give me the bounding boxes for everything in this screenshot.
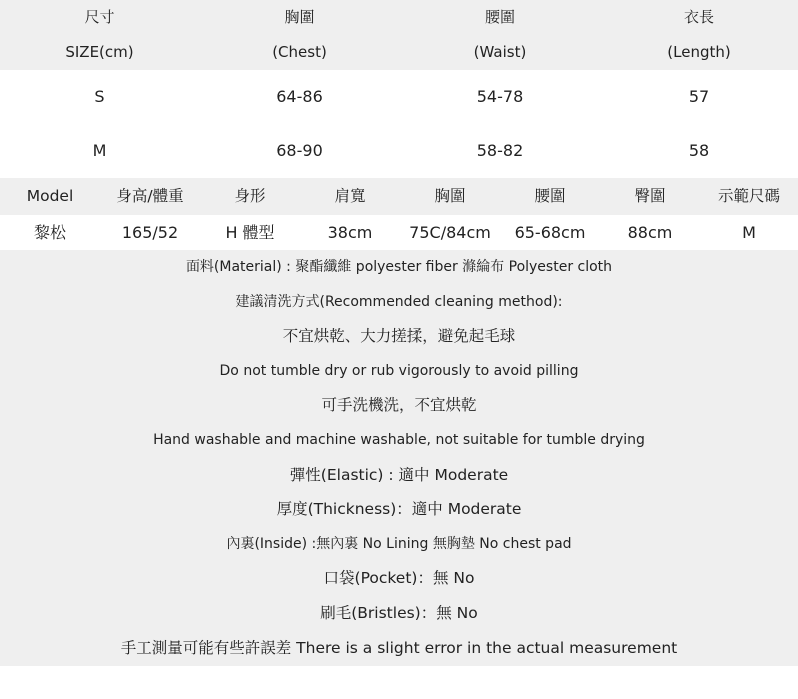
size-chart <box>0 0 798 178</box>
model-cell: 38cm <box>327 223 373 242</box>
size-table-header <box>0 0 798 70</box>
model-cell: 65-68cm <box>514 223 586 242</box>
length-cell: 57 <box>688 87 710 106</box>
note-pocket: 口袋(Pocket)：無 No <box>323 569 475 588</box>
chest-cell: 64-86 <box>276 87 323 106</box>
note-cleaning-title: 建議清洗方式(Recommended cleaning method): <box>235 293 563 310</box>
model-header-cell: 臀圍 <box>634 187 666 205</box>
length-cell: 58 <box>688 141 710 160</box>
note-material: 面料(Material) : 聚酯纖維 polyester fiber 滌綸布 Polyester cloth <box>185 259 613 275</box>
size-cell: M <box>92 141 107 160</box>
note-inside: 內裏(Inside) :無內裏 No Lining 無胸墊 No chest pad <box>226 535 572 552</box>
model-header-cell: 腰圍 <box>534 187 566 205</box>
size-row-s <box>0 70 798 124</box>
header-chest-zh: 胸圍 <box>284 8 315 26</box>
model-cell: 75C/84cm <box>409 223 491 242</box>
header-waist-zh: 腰圍 <box>484 8 515 26</box>
product-notes <box>0 250 798 666</box>
model-header-cell: 肩寬 <box>334 187 366 205</box>
size-header-zh-row <box>0 0 798 35</box>
note-cleaning-en-2: Hand washable and machine washable, not suitable for tumble drying <box>153 431 645 448</box>
model-header-cell: 胸圍 <box>434 187 466 205</box>
waist-cell: 54-78 <box>476 87 524 106</box>
note-bristles: 刷毛(Bristles)：無 No <box>320 603 478 622</box>
chest-cell: 68-90 <box>276 141 323 160</box>
header-size-zh: 尺寸 <box>84 8 115 26</box>
header-length-en: (Length) <box>667 43 731 61</box>
model-cell: H 體型 <box>225 223 275 242</box>
size-cell: S <box>94 87 105 106</box>
model-header-cell: 身形 <box>234 187 266 205</box>
model-cell: 165/52 <box>121 223 179 242</box>
note-cleaning-en-1: Do not tumble dry or rub vigorously to avoid pilling <box>219 362 579 379</box>
header-waist-en: (Waist) <box>473 43 527 61</box>
note-measurement: 手工測量可能有些許誤差 There is a slight error in the actual measurement <box>120 638 678 657</box>
model-header-cell: 示範尺碼 <box>717 187 780 205</box>
note-elastic: 彈性(Elastic) : 適中 Moderate <box>289 465 509 484</box>
model-header-cell: Model <box>26 187 74 205</box>
model-cell: 88cm <box>627 223 673 242</box>
model-table <box>0 178 798 250</box>
note-thickness: 厚度(Thickness)：適中 Moderate <box>276 500 522 519</box>
model-table-row <box>0 215 798 250</box>
model-cell: M <box>742 223 756 242</box>
model-table-header <box>0 178 798 215</box>
header-chest-en: (Chest) <box>272 43 327 61</box>
note-cleaning-zh-2: 可手洗機洗，不宜烘乾 <box>321 396 477 415</box>
model-header-cell: 身高/體重 <box>116 187 184 205</box>
size-row-m <box>0 124 798 178</box>
header-size-en: SIZE(cm) <box>65 43 134 61</box>
size-header-en-row <box>0 35 798 70</box>
waist-cell: 58-82 <box>476 141 524 160</box>
header-length-zh: 衣長 <box>683 8 714 26</box>
note-cleaning-zh-1: 不宜烘乾、大力搓揉，避免起毛球 <box>282 327 516 346</box>
model-cell: 黎松 <box>33 223 66 242</box>
